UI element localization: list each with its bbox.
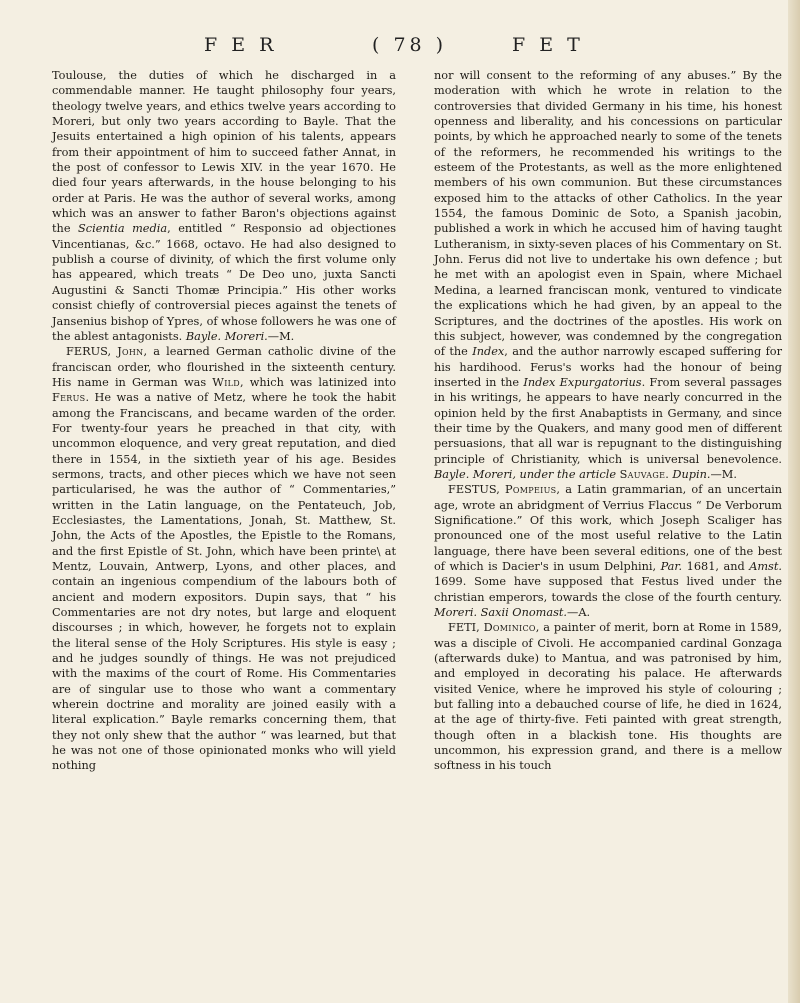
entry-ferus: FERUS, John, a learned German catholic divine of the franciscan order, who flourished in the sixteenth century. His name in German was Wild, which was latinized into Ferus. He was a native of Metz, where he took the habit among the Franciscans, and became warden of the order. For twenty-four years he preached in that city, with uncommon eloquence, and very great reputation, and died there in 1554, in the sixtieth year of his age. Besides sermons, tracts, and other pieces which we have not seen particularised, he was the author of “ Commentaries,” written in the Latin language, on the Pentateuch, Job, Ecclesiastes, the Lamentations, Jonah, St. Matthew, St. John, the Acts of the Apostles, the Epistle to the Romans, and the first Epistle of St. John, which have been printe\ at Mentz, Louvain, Antwerp, Lyons, and other places, and contain an ingenious compendium of the labours both of ancient and modern expositors. Dupin says, that “ his Commentaries are not dry notes, but large and eloquent discourses ; in which, however, he forgets not to explain the literal sense of the Holy Scriptures. His style is easy ; and he judges soundly of things. He was not prejudiced with the maxims of the court of Rome. His Commentaries are of singular use to those who want a commentary wherein doctrine and morality are joined easily with a literal explication.” Bayle remarks concerning them, that they not only shew that the author “ was learned, but that he was not one of those opinionated monks who will yield nothing: [52, 345, 396, 773]
entry-heading: FERUS,: [66, 345, 118, 359]
source-citation: Moreri. Saxii Onomast.: [434, 606, 568, 620]
page-number: ( 78 ): [372, 34, 448, 56]
header-left-keyword: F E R: [204, 34, 278, 56]
entry-festus: FESTUS, Pompeius, a Latin grammarian, of an uncertain age, wrote an abridgment of Verrius Flaccus “ De Verborum Significatione.” Of this work, which Joseph Scaliger has pronounced one of the most useful relative to the Latin language, there have been several editions, one of the best of which is Dacier's in usum Delphini, Par. 1681, and Amst. 1699. Some have supposed that Festus lived under the christian emperors, towards the close of the fourth century. Moreri. Saxii Onomast.—A.: [434, 483, 782, 620]
entry-feti: FETI, Dominico, a painter of merit, born at Rome in 1589, was a disciple of Civoli. He accompanied cardinal Gonzaga (afterwards duke) to Mantua, and was patronised by him, and employed in decorating his palace. He afterwards visited Venice, where he improved his style of colouring ; but falling into a debauched course of life, he died in 1624, at the age of thirty-five. Feti painted with great strength, though often in a blackish tone. His thoughts are uncommon, his expression grand, and there is a mellow softness in his touch: [434, 621, 782, 773]
page-edge-shadow: [788, 0, 800, 1003]
header-right-keyword: F E T: [512, 34, 584, 56]
entry-heading: FESTUS,: [448, 483, 506, 497]
right-column: [434, 68, 782, 774]
paragraph-ferus-continued: nor will consent to the reforming of any abuses.” By the moderation with which he wrote in relation to the controversies that divided Germany in his time, his honest openness and liberality, and his concessions on particular points, by which he approached nearly to some of the tenets of the reformers, he recommended his writings to the esteem of the Protestants, as well as the more enlightened members of his own communion. But these circumstances exposed him to the attacks of other Catholics. In the year 1554, the famous Dominic de Soto, a Spanish jacobin, published a work in which he accused him of having taught Lutheranism, in sixty-seven places of his Commentary on St. John. Ferus did not live to undertake his own defence ; but he met with an apologist even in Spain, where Michael Medina, a learned franciscan monk, ventured to vindicate the explications which he had given, by an appeal to the Scriptures, and the doctrines of the apostles. His work on this subject, however, was condemned by the congregation of the Index, and the author narrowly escaped suffering for his hardihood. Ferus's works had the honour of being inserted in the Index Expurgatorius. From several passages in his writings, he appears to have nearly concurred in the opinion held by the first Anabaptists in Germany, and since their time by the Quakers, and many good men of different persuasions, that all war is repugnant to the distinguishing principle of Christianity, which is universal benevolence. Bayle. Moreri, under the article Sauvage. Dupin.—M.: [434, 69, 782, 481]
running-header: [0, 34, 800, 64]
entry-heading: FETI,: [448, 621, 484, 635]
left-column: [52, 68, 396, 774]
source-citation: Bayle. Moreri.: [185, 329, 268, 343]
paragraph-ferrier-continued: Toulouse, the duties of which he discharged in a commendable manner. He taught philosophy four years, theology twelve years, and ethics twelve years according to Moreri, but only two years according to Bayle. That the Jesuits entertained a high opinion of his talents, appears from their appointment of him to succeed father Annat, in the post of confessor to Lewis XIV. in the year 1670. He died four years afterwards, in the house belonging to his order at Paris. He was the author of several works, among which was an answer to father Baron's objections against the Scientia media, entitled “ Responsio ad objectiones Vincentianas, &c.” 1668, octavo. He had also designed to publish a course of divinity, of which the first volume only has appeared, which treats “ De Deo uno, juxta Sancti Augustini & Sancti Thomæ Principia.” His other works consist chiefly of controversial pieces against the tenets of Jansenius bishop of Ypres, of whose followers he was one of the ablest antagonists. Bayle. Moreri.—M.: [52, 69, 396, 343]
source-citation: Bayle. Moreri, under the article: [434, 467, 617, 481]
